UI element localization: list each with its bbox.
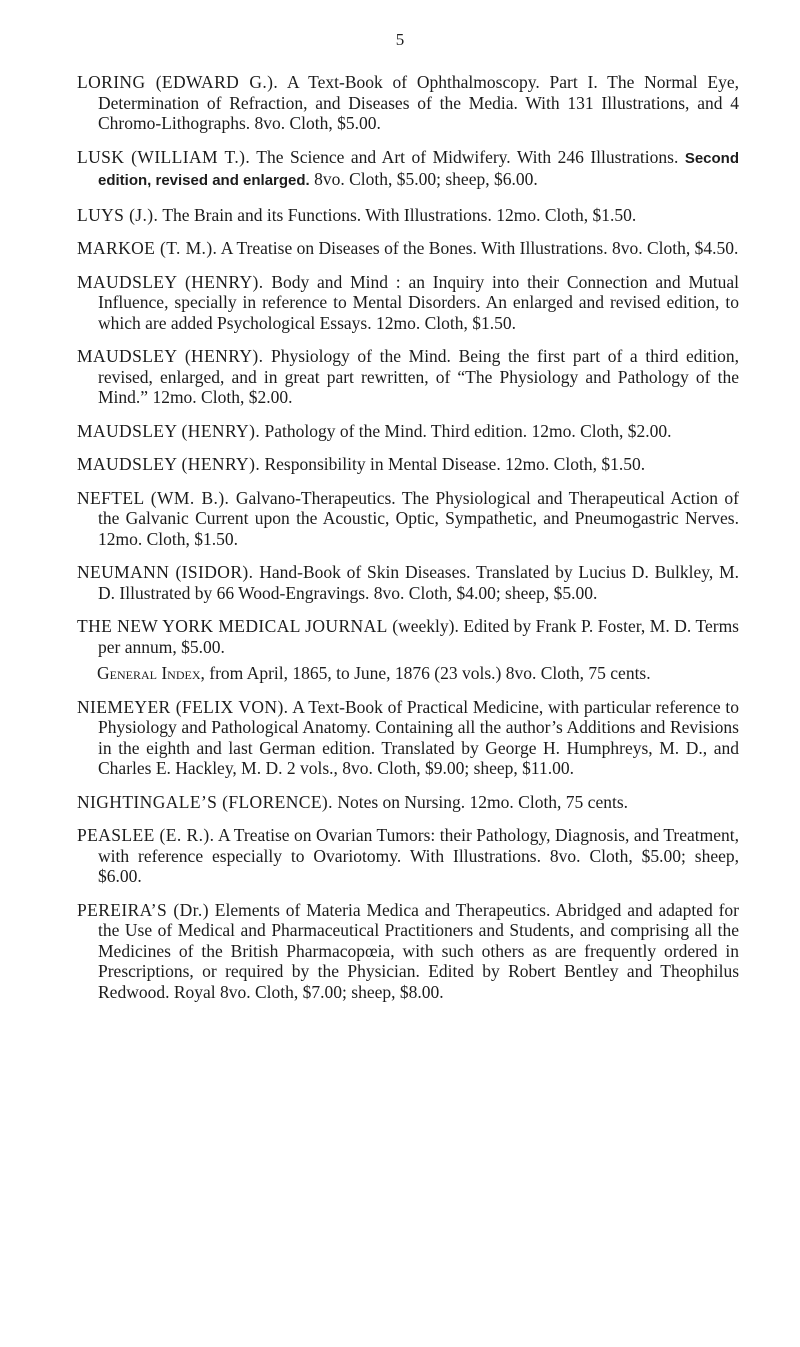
entry-description: Responsibility in Mental Disease. 12mo. Cloth, $1.50. <box>264 454 646 474</box>
entry-description: A Text-Book of Ophthalmoscopy. Part I. The Normal Eye, Determination of Refraction, and Diseases of the Media. With 131 Illustrations, and 4 Chromo-Lithographs. 8vo. Cloth, $5.00. <box>98 72 739 133</box>
entry-author: NIEMEYER (FELIX VON). <box>77 696 289 717</box>
catalog-entry-loring <box>77 72 739 134</box>
entry-description: Physiology of the Mind. Being the first part of a third edition, revised, enlarged, and in great part rewritten, of “The Physiology and Pathology of the Mind.” 12mo. Cloth, $2.00. <box>98 346 739 407</box>
entry-description: Body and Mind : an Inquiry into their Connection and Mutual Influence, specially in reference to Mental Disorders. An enlarged and revised edition, to which are added Psychological Essays. 12mo. Cloth, $1.50. <box>98 271 740 333</box>
entry-edition-note: Second edition, revised and enlarged. <box>98 149 740 189</box>
catalog-entry-lusk <box>77 147 739 192</box>
entry-description: The Brain and its Functions. With Illustrations. 12mo. Cloth, $1.50. <box>162 204 637 225</box>
catalog-entry-peaslee <box>77 825 739 887</box>
catalog-entry-maudsley-responsibility <box>77 454 739 475</box>
catalog-subentry-general-index <box>77 663 739 684</box>
entry-author: PEASLEE (E. R.). <box>77 825 215 845</box>
entry-description: (weekly). Edited by Frank P. Foster, M. D. Terms per annum, $5.00. <box>98 616 739 657</box>
entry-author: LUSK (WILLIAM T.). <box>77 146 251 167</box>
entry-author: MAUDSLEY (HENRY). <box>77 420 261 441</box>
entry-title: General Index, <box>97 663 205 683</box>
entry-author: MAUDSLEY (HENRY). <box>77 346 264 366</box>
entry-author: MAUDSLEY (HENRY). <box>77 271 264 292</box>
entry-author: NEFTEL (WM. B.). <box>77 487 230 508</box>
page-number: 5 <box>395 30 405 49</box>
entry-description: from April, 1865, to June, 1876 (23 vols.) 8vo. Cloth, 75 cents. <box>209 663 651 683</box>
entry-description: The Science and Art of Midwifery. With 246 Illustrations. <box>256 146 679 167</box>
catalog-entry-nightingale <box>77 792 739 813</box>
entry-description: A Text-Book of Practical Medicine, with particular reference to Physiology and Pathological Anatomy. Containing all the author’s Additions and Revisions in the eighth and last German edition. Translated by George H. Humphreys, M. D., and Charles E. Hackley, M. D. 2 vols., 8vo. Cloth, $9.00; sheep, $11.00. <box>98 696 740 778</box>
entry-description: A Treatise on Diseases of the Bones. With Illustrations. 8vo. Cloth, $4.50. <box>220 238 739 258</box>
entry-author: NIGHTINGALE’S (FLORENCE). <box>77 791 333 812</box>
catalog-entry-markoe <box>77 238 739 259</box>
entry-description: Hand-Book of Skin Diseases. Translated by Lucius D. Bulkley, M. D. Illustrated by 66 Wood-Engravings. 8vo. Cloth, $4.00; sheep, $5.00. <box>98 562 740 603</box>
entry-author: NEUMANN (ISIDOR). <box>77 562 254 582</box>
entry-title: THE NEW YORK MEDICAL JOURNAL <box>77 616 388 636</box>
entry-author: LORING (EDWARD G.). <box>77 72 279 92</box>
catalog-entry-neumann <box>77 562 739 603</box>
catalog-entry-niemeyer <box>77 697 739 779</box>
catalog-entry-ny-medical-journal <box>77 616 739 657</box>
entry-description: Elements of Materia Medica and Therapeutics. Abridged and adapted for the Use of Medical and Pharmaceutical Practitioners and Students, and comprising all the Medicines of the British Pharmacopœia, with such others as are frequently ordered in Prescriptions, or required by the Physician. Edited by Robert Bentley and Theophilus Redwood. Royal 8vo. Cloth, $7.00; sheep, $8.00. <box>98 899 739 1002</box>
entry-price: 8vo. Cloth, $5.00; sheep, $6.00. <box>314 169 538 189</box>
catalog-entry-luys <box>77 205 739 226</box>
catalog-entry-maudsley-pathology <box>77 421 739 442</box>
entry-author: PEREIRA’S (Dr.) <box>77 899 209 920</box>
entry-description: Galvano-Therapeutics. The Physiological and Therapeutical Action of the Galvanic Current upon the Acoustic, Optic, Sympathetic, and Pneumogastric Nerves. 12mo. Cloth, $1.50. <box>98 487 739 549</box>
entry-description: Notes on Nursing. 12mo. Cloth, 75 cents. <box>337 791 629 812</box>
entry-description: A Treatise on Ovarian Tumors: their Pathology, Diagnosis, and Treatment, with reference especially to Ovariotomy. With Illustrations. 8vo. Cloth, $5.00; sheep, $6.00. <box>98 825 739 886</box>
catalog-entry-maudsley-body-and-mind <box>77 272 739 334</box>
catalog-entries <box>77 72 739 1015</box>
entry-author: MAUDSLEY (HENRY). <box>77 454 261 474</box>
entry-author: MARKOE (T. M.). <box>77 238 218 258</box>
catalog-entry-maudsley-physiology <box>77 346 739 408</box>
catalog-entry-neftel <box>77 488 739 550</box>
catalog-entry-pereira <box>77 900 739 1003</box>
entry-description: Pathology of the Mind. Third edition. 12mo. Cloth, $2.00. <box>264 420 672 441</box>
entry-author: LUYS (J.). <box>77 204 159 225</box>
